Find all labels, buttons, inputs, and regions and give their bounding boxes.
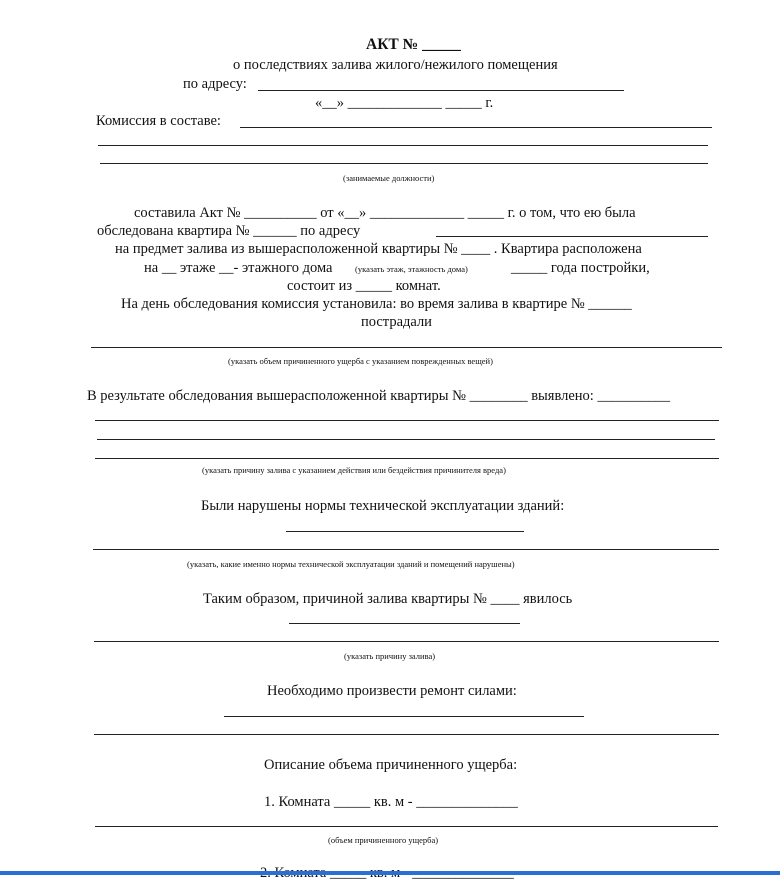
- result-line: В результате обследования вышерасположенной квартиры № ________ выявлено: __________: [87, 388, 670, 404]
- para1-line-2: обследована квартира № ______ по адресу: [97, 223, 361, 239]
- violated-field-line-1[interactable]: [286, 531, 524, 532]
- room-1-field-line[interactable]: [95, 826, 718, 827]
- thus-heading: Таким образом, причиной залива квартиры № ____ явилось: [203, 591, 573, 607]
- act-subtitle: о последствиях залива жилого/нежилого помещения: [233, 57, 558, 73]
- note-cause: (указать причину залива с указанием действия или бездействия причинителя вреда): [202, 465, 506, 475]
- commission-field-line-2[interactable]: [98, 145, 708, 146]
- note-damage: (указать объем причиненного ущерба с указанием поврежденных вещей): [228, 356, 493, 366]
- commission-field-line-3[interactable]: [100, 163, 708, 164]
- para1-line-4-note: (указать этаж, этажность дома): [355, 264, 468, 274]
- result-field-line-1[interactable]: [95, 420, 719, 421]
- address-label: по адресу:: [183, 76, 247, 92]
- repair-heading: Необходимо произвести ремонт силами:: [267, 683, 517, 699]
- bottom-accent-bar: [0, 871, 780, 875]
- violated-field-line-2[interactable]: [93, 549, 719, 550]
- act-title: АКТ № _____: [366, 36, 461, 53]
- repair-field-line-2[interactable]: [94, 734, 719, 735]
- room-1-line: 1. Комната _____ кв. м - ______________: [264, 794, 518, 810]
- para1-line-4a: на __ этаже __- этажного дома: [144, 260, 333, 276]
- thus-field-line-1[interactable]: [289, 623, 520, 624]
- commission-field-line-1[interactable]: [240, 127, 712, 128]
- note-reason: (указать причину залива): [344, 651, 436, 661]
- note-norms: (указать, какие именно нормы технической эксплуатации зданий и помещений нарушены): [187, 559, 515, 569]
- para1-line-5: состоит из _____ комнат.: [287, 278, 441, 294]
- repair-field-line-1[interactable]: [224, 716, 584, 717]
- date-line: «__» _____________ _____ г.: [315, 95, 494, 111]
- result-field-line-3[interactable]: [95, 458, 719, 459]
- para1-line-6: На день обследования комиссия установила: во время залива в квартире № ______: [121, 296, 632, 312]
- para1-line-4c: _____ года постройки,: [511, 260, 650, 276]
- note-positions: (занимаемые должности): [343, 173, 435, 183]
- damage-field-line[interactable]: [91, 347, 722, 348]
- thus-field-line-2[interactable]: [94, 641, 719, 642]
- para1-address-line[interactable]: [436, 236, 708, 237]
- address-field-line[interactable]: [258, 90, 624, 91]
- para1-line-1: составила Акт № __________ от «__» _____________ _____ г. о том, что ею была: [134, 205, 636, 221]
- result-field-line-2[interactable]: [97, 439, 715, 440]
- para1-line-3: на предмет залива из вышерасположенной квартиры № ____ . Квартира расположена: [115, 241, 642, 257]
- violated-heading: Были нарушены нормы технической эксплуатации зданий:: [201, 498, 565, 514]
- para1-line-7: пострадали: [361, 314, 432, 330]
- damage-description-heading: Описание объема причиненного ущерба:: [264, 757, 518, 773]
- commission-label: Комиссия в составе:: [96, 113, 221, 129]
- note-volume: (объем причиненного ущерба): [328, 835, 439, 845]
